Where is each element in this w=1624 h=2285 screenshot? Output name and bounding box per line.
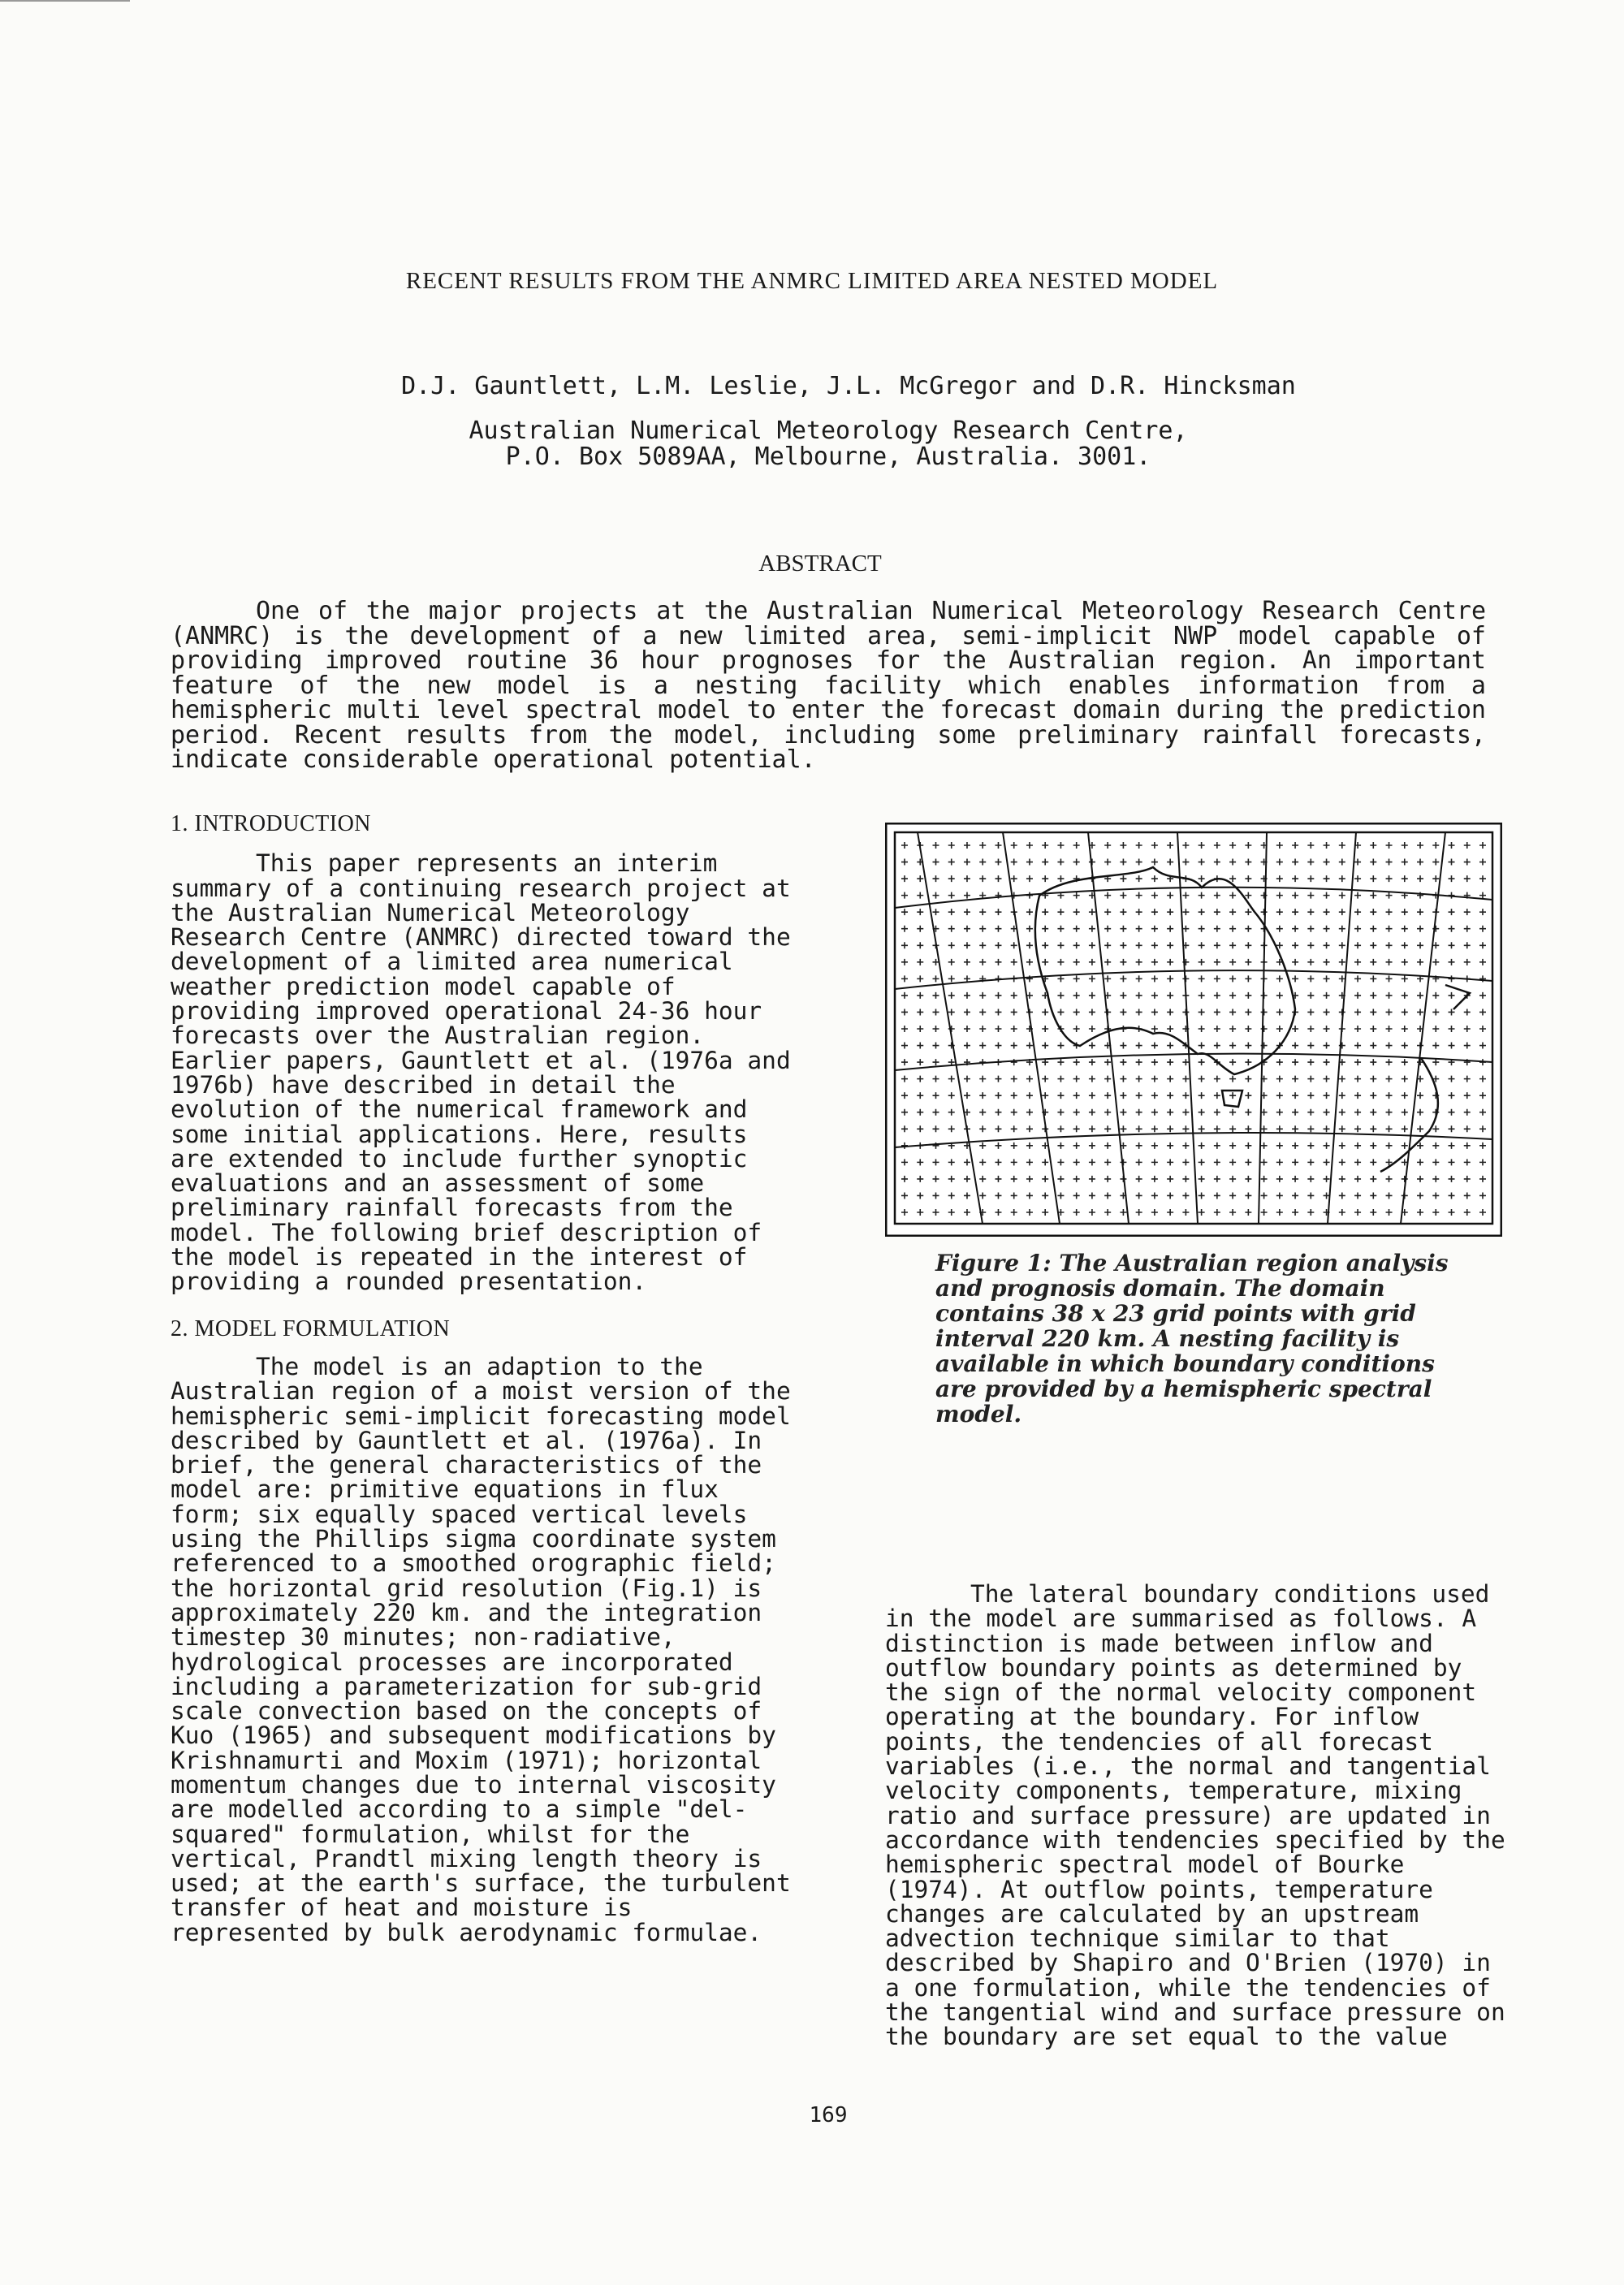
author-list: D.J. Gauntlett, L.M. Leslie, J.L. McGregor and D.R. Hincksman [401, 372, 1296, 400]
affiliation [0, 418, 1624, 470]
page-top-rule [0, 0, 130, 2]
grid-map [885, 823, 1502, 1237]
domain-map-figure [885, 823, 1502, 1237]
affiliation-line: P.O. Box 5089AA, Melbourne, Australia. 3001. [505, 443, 1151, 471]
abstract-body: One of the major projects at the Australian Numerical Meteorology Research Centre (ANMRC) is the development of a new limited area, semi-implicit NWP model capable of providing improved routine 36 hour prognoses for the Australian region. An important feature of the new model is a nesting facility which enables information from a hemispheric multi level spectral model to enter the forecast domain during the prediction period. Recent results from the model, including some preliminary rainfall forecasts, indicate considerable operational potential. [171, 597, 1486, 774]
paper-title: RECENT RESULTS FROM THE ANMRC LIMITED AREA NESTED MODEL [405, 268, 1219, 294]
intro-paragraph: This paper represents an interim summary of a continuing research project at the Australian Numerical Meteorology Research Centre (ANMRC) directed toward the development of a limited area numerical weather prediction model capable of providing improved operational 24-36 hour forecasts over the Australian region. Earlier papers, Gauntlett et al. (1976a and 1976b) have described in detail the evolution of the numerical framework and some initial applications. Here, results are extended to include further synoptic evaluations and an assessment of some preliminary rainfall forecasts from the model. The following brief description of the model is repeated in the interest of providing a rounded presentation. [171, 849, 791, 1296]
right-column [885, 1582, 1514, 2050]
affiliation-line: Australian Numerical Meteorology Research Centre, [469, 417, 1188, 445]
left-column [171, 812, 804, 1945]
figure-caption: Figure 1: The Australian region analysis and prognosis domain. The domain contains 38 x 23 grid points with grid interval 220 km. A nesting facility is available in which boundary conditions are provided by a hemispheric spectral model. [935, 1250, 1449, 1428]
abstract-heading: ABSTRACT [758, 551, 882, 577]
boundary-paragraph: The lateral boundary conditions used in the model are summarised as follows. A distinction is made between inflow and outflow boundary points as determined by the sign of the normal velocity component operating at the boundary. For inflow points, the tendencies of all forecast variables (i.e., the normal and tangential velocity components, temperature, mixing ratio and surface pressure) are updated in accordance with tendencies specified by the hemispheric spectral model of Bourke (1974). At outflow points, temperature changes are calculated by an upstream advection technique similar to that described by Shapiro and O'Brien (1970) in a one formulation, while the tendencies of the tangential wind and surface pressure on the boundary are set equal to the value [885, 1580, 1505, 2051]
model-paragraph: The model is an adaption to the Australian region of a moist version of the hemispheric semi-implicit forecasting model described by Gauntlett et al. (1976a). In brief, the general characteristics of the model are: primitive equations in flux form; six equally spaced vertical levels using the Phillips sigma coordinate system referenced to a smoothed orographic field; the horizontal grid resolution (Fig.1) is approximately 220 km. and the integration timestep 30 minutes; non-radiative, hydrological processes are incorporated including a parameterization for sub-grid scale convection based on the concepts of Kuo (1965) and subsequent modifications by Krishnamurti and Moxim (1971); horizontal momentum changes due to internal viscosity are modelled according to a simple "del-squared" formulation, whilst for the vertical, Prandtl mixing length theory is used; at the earth's surface, the turbulent transfer of heat and moisture is represented by bulk aerodynamic formulae. [171, 1352, 791, 1946]
section-heading: 1. INTRODUCTION [171, 811, 372, 836]
page-number: 169 [809, 2103, 848, 2127]
section-heading: 2. MODEL FORMULATION [171, 1315, 451, 1341]
